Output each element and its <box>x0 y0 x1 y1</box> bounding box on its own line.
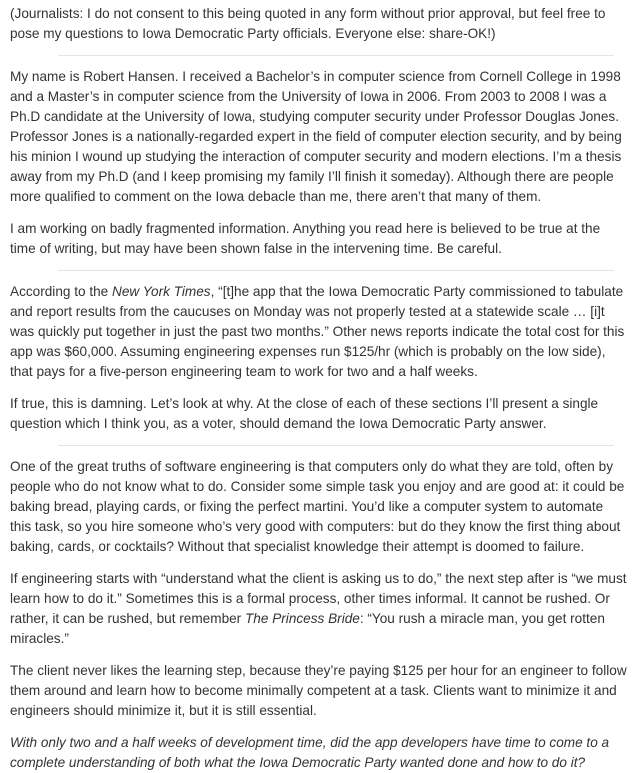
truths-paragraph: One of the great truths of software engineering is that computers only do what they are told, often by people who do not know what to do. Consider some simple task you enjoy and are good at: it could be baking bread, playing cards, or fixing the perfect martini. You’d like a computer system to automate this task, so you hire someone who’s very good with computers: but do they know the first thing about baking, cards, or cocktails? Without that specialist knowledge their attempt is doomed to failure. <box>10 459 625 554</box>
client-paragraph: The client never likes the learning step, because they’re paying $125 per hour for an engineer to follow them around and learn how to become minimally competent at a task. Clients want to minimize it and engineers should minimize it, but it is still essential. <box>10 663 627 718</box>
section-divider <box>58 55 614 56</box>
nyt-lead: According to the <box>10 284 113 299</box>
bio-paragraph: My name is Robert Hansen. I received a Bachelor’s in computer science from Cornell College in 1998 and a Master’s in computer science from the University of Iowa in 2006. From 2003 to 2008 I was a Ph.D candidate at the University of Iowa, studying computer security under Professor Douglas Jones. Professor Jones is a nationally-regarded expert in the field of computer election security, and by being his minion I wound up studying the interaction of computer security and modern elections. I’m a thesis away from my Ph.D (and I keep promising my family I’ll finish it someday). Although there are people more qualified to comment on the Iowa debacle than me, there aren’t that many of them. <box>10 69 622 204</box>
nyt-paragraph <box>10 282 627 382</box>
section-divider <box>58 445 614 446</box>
question-paragraph <box>10 733 627 773</box>
princess-paragraph <box>10 569 627 649</box>
damning-paragraph: If true, this is damning. Let’s look at why. At the close of each of these sections I’ll present a single question which I think you, as a voter, should demand the Iowa Democratic Party answer. <box>10 396 599 431</box>
caveat-paragraph: I am working on badly fragmented information. Anything you read here is believed to be true at the time of writing, but may have been shown false in the intervening time. Be careful. <box>10 221 601 256</box>
section-divider <box>58 270 614 271</box>
princess-title: The Princess Bride <box>245 611 360 626</box>
nyt-rest: , “[t]he app that the Iowa Democratic Party commissioned to tabulate and report results from the caucuses on Monday was not properly tested at a statewide scale … [i]t was quickly put together in just the past two months.” Other news reports indicate the total cost for this app was $60,000. Assuming engineering expenses run $125/hr (which is probably on the low side), that pays for a five-person engineering team to work for two and a half weeks. <box>10 284 625 379</box>
article <box>0 4 635 770</box>
question-text: With only two and a half weeks of development time, did the app developers have time to come to a complete understanding of both what the Iowa Democratic Party wanted done and how to do it? <box>10 735 610 770</box>
intro-note: (Journalists: I do not consent to this being quoted in any form without prior approval, but feel free to pose my questions to Iowa Democratic Party officials. Everyone else: share-OK!) <box>10 6 606 41</box>
princess-rest: : “You rush a miracle man, you get rotten miracles.” <box>10 611 605 646</box>
princess-lead: If engineering starts with “understand what the client is asking us to do,” the next step after is “we must learn how to do it.” Sometimes this is a formal process, other times informal. It cannot be rushed. Or rather, it can be rushed, but remember <box>10 571 627 626</box>
nyt-source: New York Times <box>112 284 211 299</box>
